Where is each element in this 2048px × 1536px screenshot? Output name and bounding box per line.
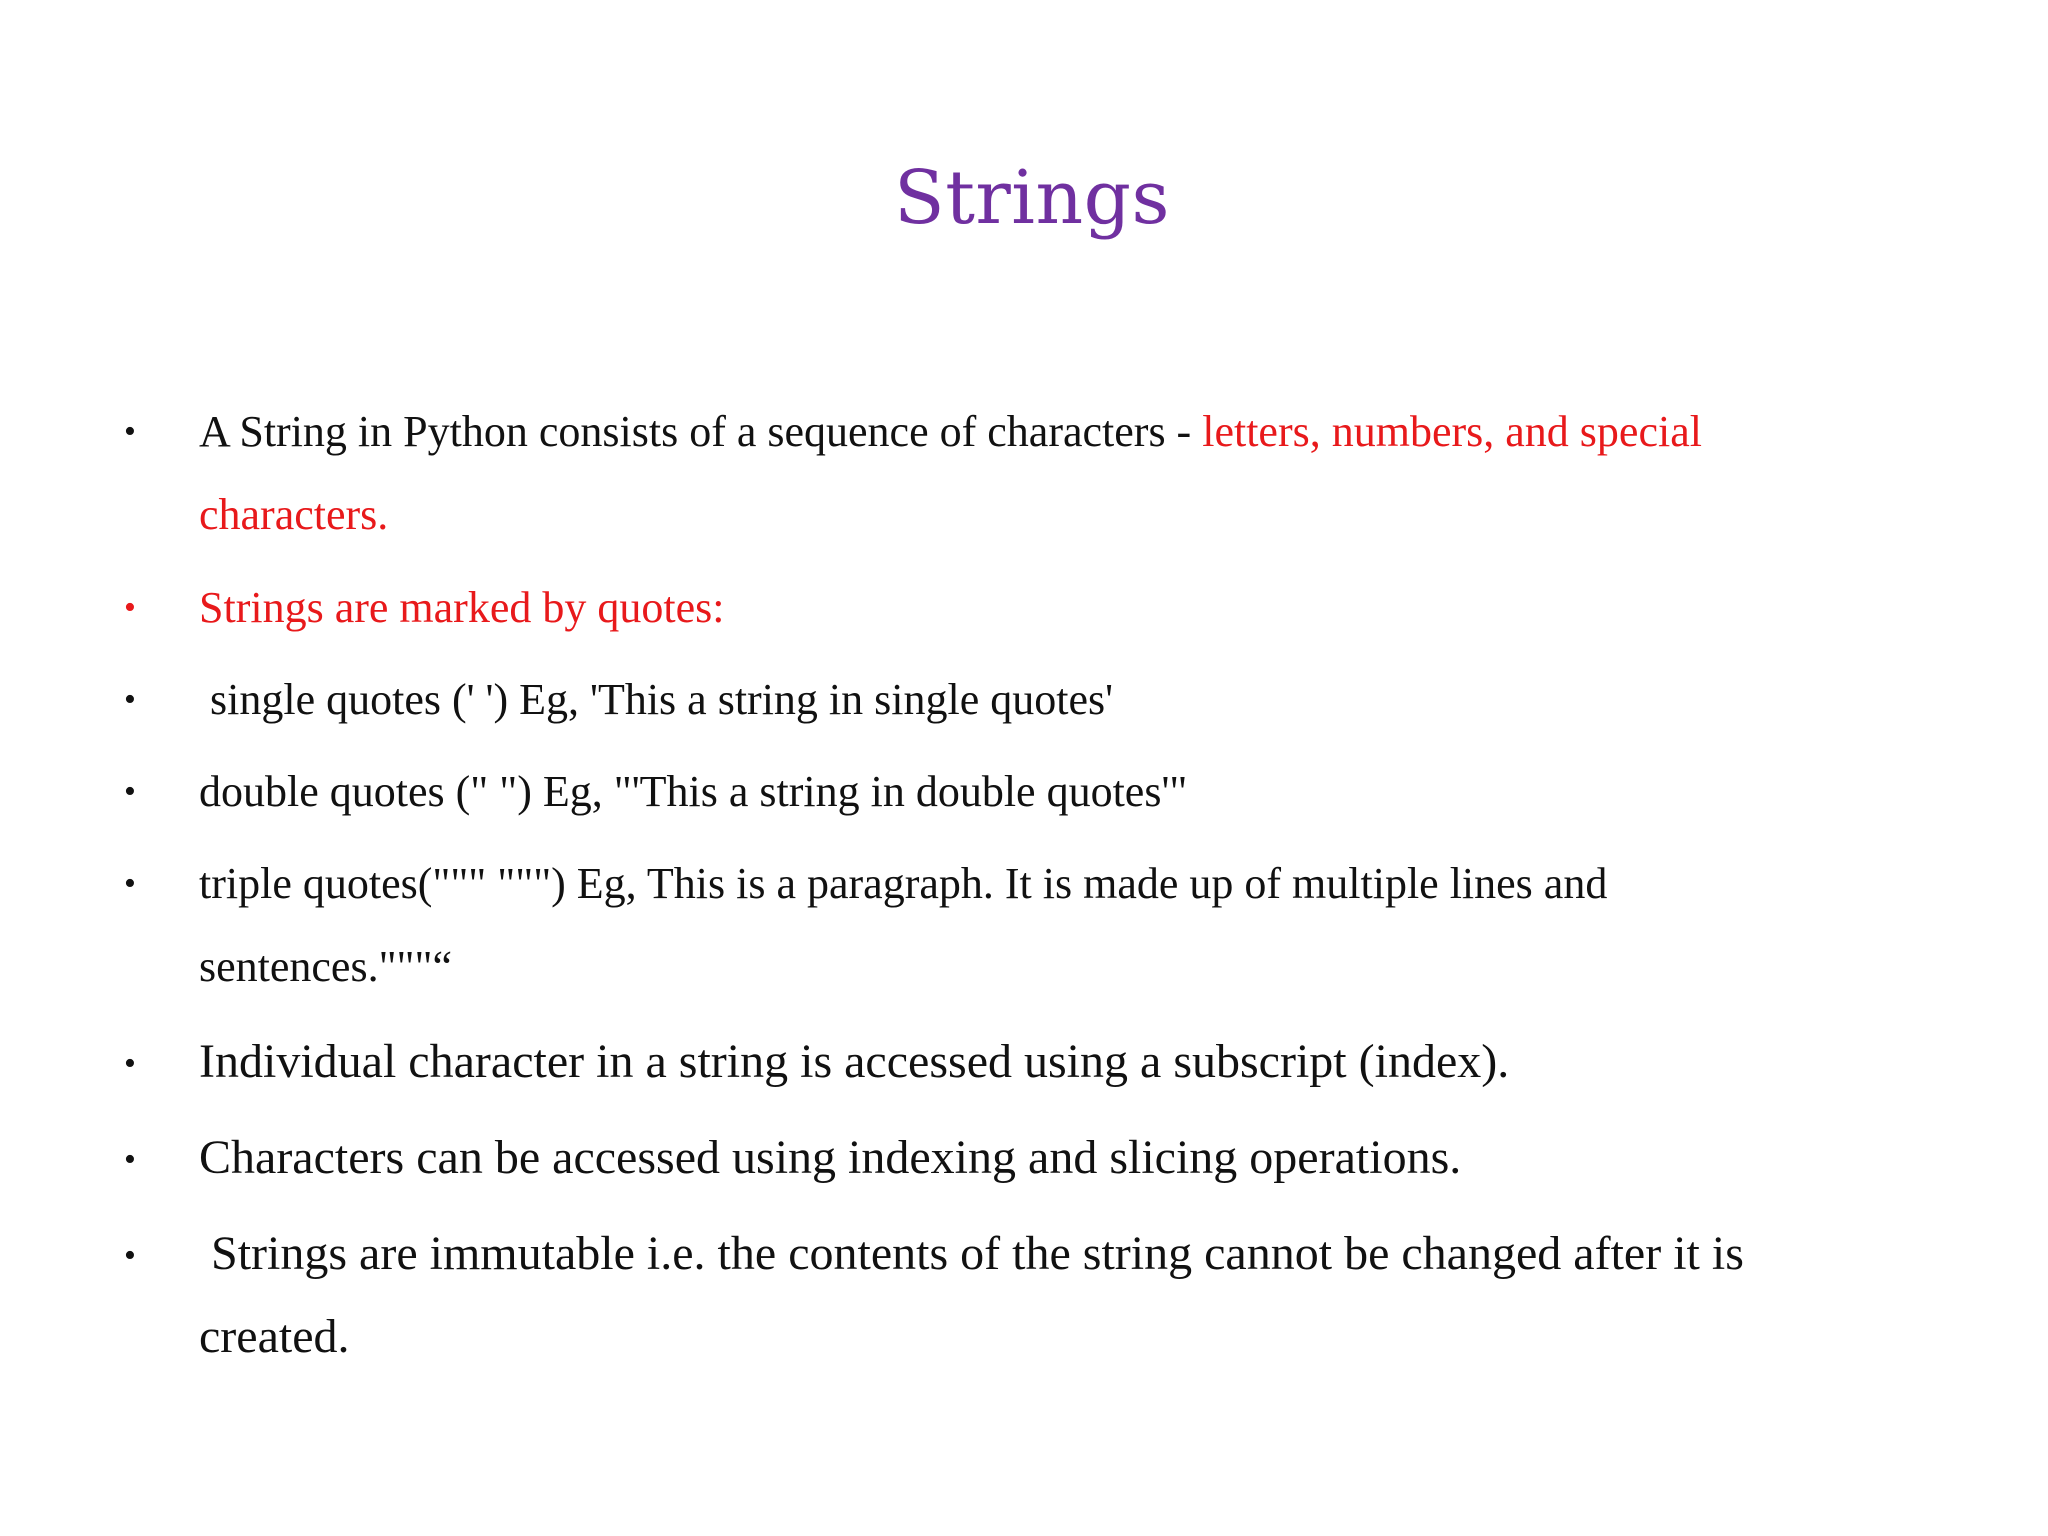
bullet-icon: • <box>124 681 136 718</box>
text-line: Strings are immutable i.e. the contents of the string cannot be changed after it is <box>199 1227 1744 1280</box>
bullet-icon: • <box>124 773 136 810</box>
bullet-text <box>199 1212 1939 1378</box>
text-line: created. <box>199 1310 350 1363</box>
bullet-icon: • <box>124 1237 136 1274</box>
bullet-icon: • <box>124 1141 136 1178</box>
text-segment: A String in Python consists of a sequence of characters - <box>199 407 1203 456</box>
text-line: sentences."""“ <box>199 942 452 991</box>
bullet-icon: • <box>124 1045 136 1082</box>
text-line: triple quotes(""" """) Eg, This is a paragraph. It is made up of multiple lines and <box>199 859 1608 908</box>
bullet-icon: • <box>124 589 136 626</box>
bullet-icon: • <box>124 865 136 902</box>
bullet-text: single quotes (' ') Eg, 'This a string in single quotes' <box>199 675 1114 724</box>
bullet-text: Characters can be accessed using indexing and slicing operations. <box>199 1131 1462 1184</box>
bullet-text: double quotes (" ") Eg, "'This a string in double quotes'" <box>199 767 1188 816</box>
highlighted-text: letters, numbers, and special <box>1202 407 1702 456</box>
bullet-text <box>199 390 1939 556</box>
bullet-text: Strings are marked by quotes: <box>199 583 725 632</box>
bullet-text <box>199 842 1939 1008</box>
bullet-text: Individual character in a string is accessed using a subscript (index). <box>199 1035 1510 1088</box>
slide-title: Strings <box>894 155 1170 241</box>
bullet-icon: • <box>124 413 136 450</box>
highlighted-text: characters. <box>199 490 389 539</box>
